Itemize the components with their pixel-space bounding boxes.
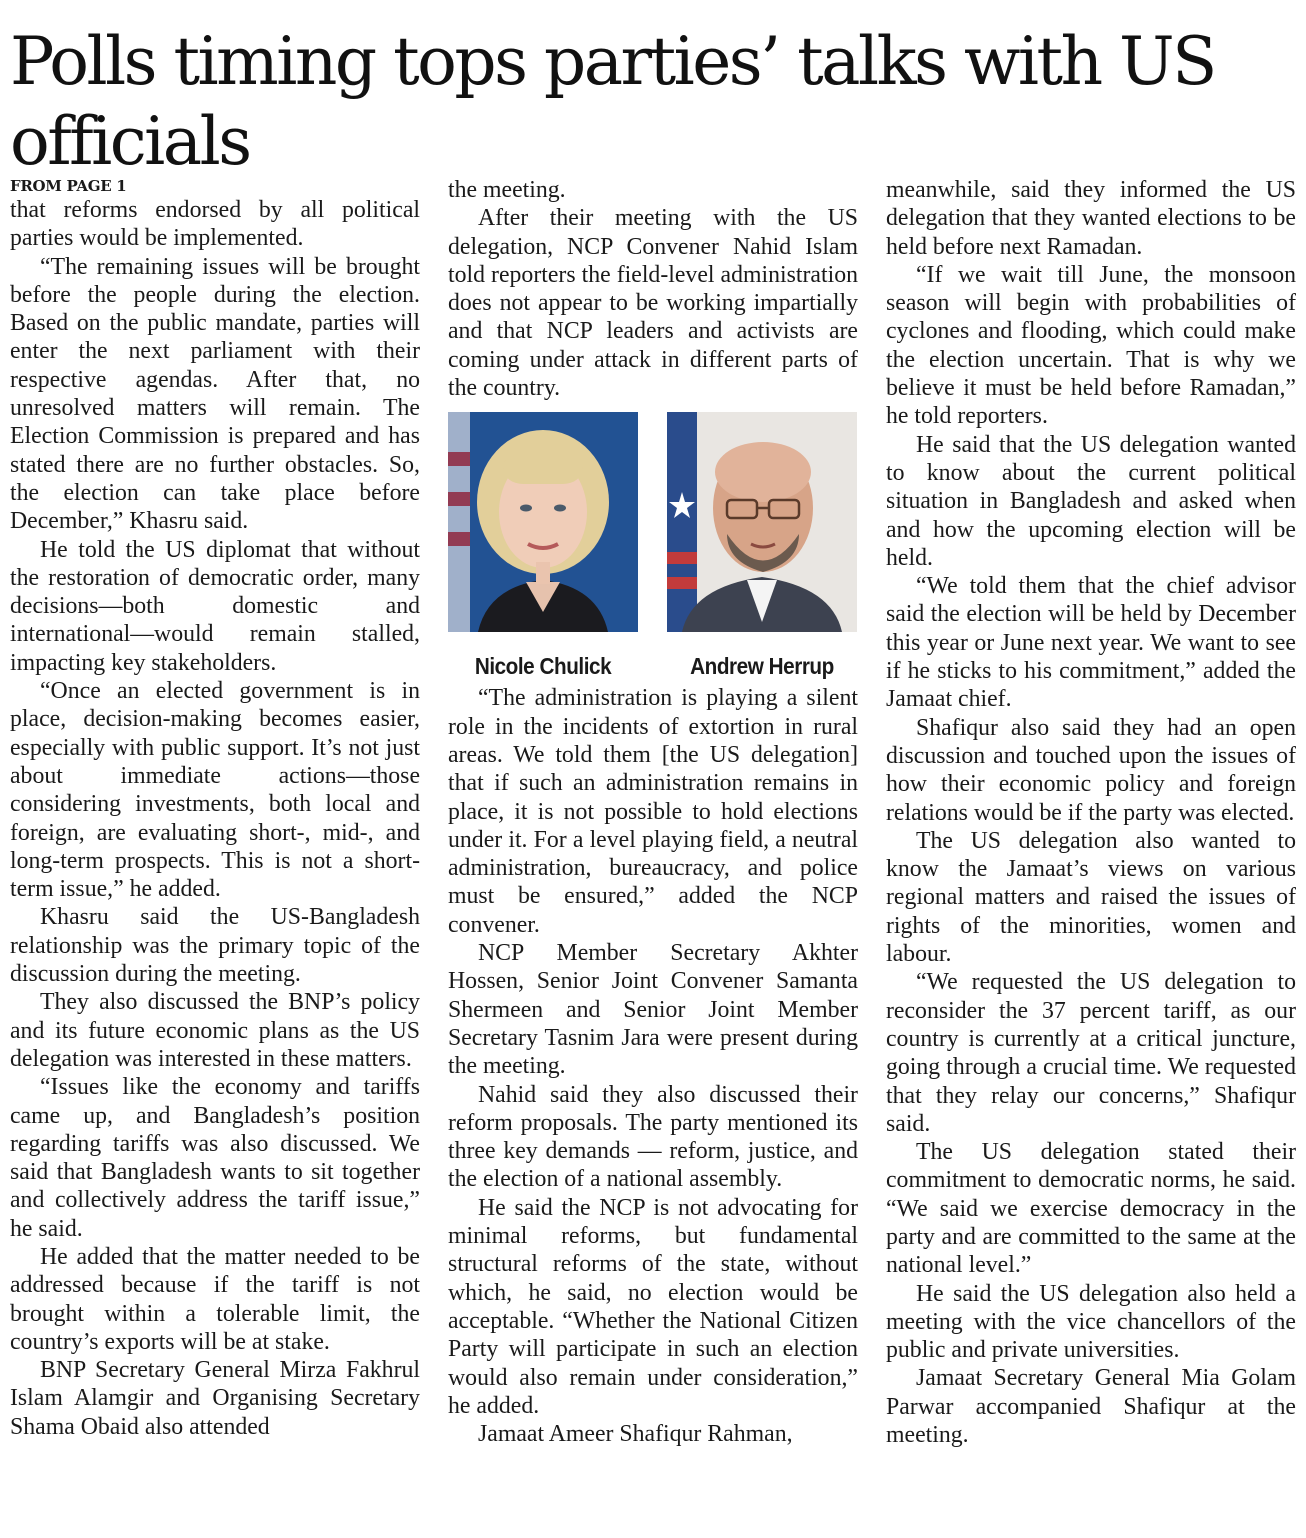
paragraph: He said the NCP is not advocating for minimal reforms, but fundamental structural reforms of the state, without which, he said, no election would be acceptable. “Whether the National Citizen Party will participate in such an election would also remain under consideration,” he added. (448, 1194, 858, 1419)
paragraph: He told the US diplomat that without the restoration of democratic order, many decisions—both domestic and international—would remain stalled, impacting key stakeholders. (10, 536, 420, 676)
photo-caption: Nicole Chulick (474, 653, 612, 680)
paragraph: “If we wait till June, the monsoon season will begin with probabilities of cyclones and flooding, which could make the election uncertain. That is why we believe it must be held before Ramadan,” he told reporters. (886, 261, 1296, 430)
paragraph: Shafiqur also said they had an open discussion and touched upon the issues of how their economic policy and foreign relations would be if the party was elected. (886, 714, 1296, 826)
paragraph: that reforms endorsed by all political parties would be implemented. (10, 197, 420, 252)
paragraph: meanwhile, said they informed the US delegation that they wanted elections to be held before next Ramadan. (886, 177, 1296, 260)
paragraph: Jamaat Secretary General Mia Golam Parwar accompanied Shafiqur at the meeting. (886, 1365, 1296, 1449)
portrait-photo-nicole-chulick (448, 412, 638, 632)
photo-captions (448, 652, 858, 680)
continuation-kicker: FROM PAGE 1 (10, 177, 127, 195)
paragraph: “Issues like the economy and tariffs came up, and Bangladesh’s position regarding tariffs was also discussed. We said that Bangladesh wants to sit together and collectively address the tariff issue,” he said. (10, 1074, 420, 1242)
paragraph: The US delegation also wanted to know the Jamaat’s views on various regional matters and raised the issues of rights of the minorities, women and labour. (886, 827, 1296, 968)
article-column-3 (886, 176, 1296, 1531)
paragraph: “Once an elected government is in place, decision-making becomes easier, especially with public support. It’s not just about immediate actions—those considering investments, both local and foreign, are evaluating short-, mid-, and long-term prospects. This is not a short-term issue,” he added. (10, 678, 420, 903)
paragraph: “We told them that the chief advisor said the election will be held by December this year or June next year. We want to see if he sticks to his commitment,” added the Jamaat chief. (886, 573, 1296, 713)
paragraph: He said that the US delegation wanted to know about the current political situation in Bangladesh and asked when and how the upcoming election will be held. (886, 431, 1296, 571)
headline: Polls timing tops parties’ talks with US officials (10, 23, 1215, 180)
portrait-photo-andrew-herrup (667, 412, 857, 632)
paragraph: “The remaining issues will be brought before the people during the election. Based on the public mandate, parties will enter the next parliament with their respective agendas. After that, no unresolved matters will remain. The Election Commission is prepared and has stated there are no further obstacles. So, the election can take place before December,” Khasru said. (10, 253, 420, 535)
paragraph: “We requested the US delegation to reconsider the 37 percent tariff, as our country is currently at a critical juncture, going through a crucial time. We requested that they relay our concerns,” Shafiqur said. (886, 969, 1296, 1137)
paragraph: “The administration is playing a silent role in the incidents of extortion in rural areas. We told them [the US delegation] that if such an administration remains in place, it is not possible to hold elections under it. For a level playing field, a neutral administration, bureaucracy, and police must be ensured,” added the NCP convener. (448, 685, 858, 938)
photo-caption: Andrew Herrup (690, 653, 834, 680)
paragraph: Jamaat Ameer Shafiqur Rahman, (478, 1421, 793, 1448)
article-column-1 (10, 176, 420, 1531)
photo-pair (448, 412, 858, 642)
paragraph: After their meeting with the US delegation, NCP Convener Nahid Islam told reporters the field-level administration does not appear to be working impartially and that NCP leaders and activists are coming under attack in different parts of the country. (448, 205, 858, 402)
paragraph: Nahid said they also discussed their reform proposals. The party mentioned its three key demands — reform, justice, and the election of a national assembly. (448, 1081, 858, 1193)
paragraph: They also discussed the BNP’s policy and its future economic plans as the US delegation was interested in these matters. (10, 989, 420, 1072)
paragraph: the meeting. (448, 177, 566, 203)
paragraph: The US delegation stated their commitment to democratic norms, he said. “We said we exercise democracy in the party and are committed to the same at the national level.” (886, 1139, 1296, 1279)
paragraph: NCP Member Secretary Akhter Hossen, Senior Joint Convener Samanta Shermeen and Senior Joint Member Secretary Tasnim Jara were present during the meeting. (448, 940, 858, 1080)
article-column-2 (448, 176, 858, 1531)
paragraph: Khasru said the US-Bangladesh relationship was the primary topic of the discussion during the meeting. (10, 904, 420, 988)
paragraph: He said the US delegation also held a meeting with the vice chancellors of the public and private universities. (886, 1280, 1296, 1364)
paragraph: He added that the matter needed to be addressed because if the tariff is not brought within a tolerable limit, the country’s exports will be at stake. (10, 1243, 420, 1355)
paragraph: BNP Secretary General Mirza Fakhrul Islam Alamgir and Organising Secretary Shama Obaid also attended (10, 1357, 420, 1440)
